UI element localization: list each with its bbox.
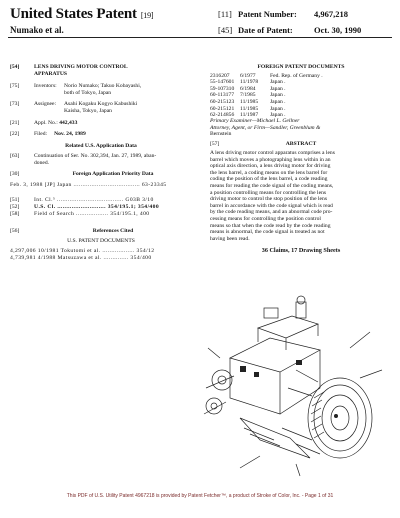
primary-examiner: Primary Examiner—Michael L. Gellner: [210, 118, 300, 124]
foreign-doc-row: 60-215123 11/1985 Japan .: [210, 98, 286, 105]
us-doc-row: 4,297,006 10/1981 Tokutomi et al. .................. 354/12: [10, 248, 155, 254]
patent-number: 4,967,218: [314, 9, 348, 19]
patent-header-title: United States Patent [19]: [10, 6, 154, 22]
foreign-docs-heading: FOREIGN PATENT DOCUMENTS: [257, 64, 345, 70]
abstract-text: A lens driving motor control apparatus comprises a lens barrel which moves a photographing lens within in an optical axis direction, a lens driving motor for driving the lens barrel, a coding means on the lens barrel for coding the position of the lens barrel, a code reading means for reading the code signal of the coding means, a position controlling means for controlling the lens driving motor to control the stop position of the lens barrel in accordance with the code signal which is read by the code reading means, and an abnormal code pro- cessing means for controlling the position control means so that when the code read by the code reading means is abnormal, the code signal is treated as not having been read.: [210, 150, 335, 242]
foreign-docs-section: [210, 64, 392, 119]
foreign-docs-list: [210, 73, 392, 119]
foreign-doc-row: 55-147601 11/1978 Japan .: [210, 79, 286, 86]
abstract-heading: ABSTRACT: [285, 141, 317, 147]
examiner-section: [210, 118, 392, 138]
abstract-section: [210, 141, 392, 255]
foreign-doc-row: 62-214856 11/1987 Japan .: [210, 112, 286, 119]
priority-line: Feb. 3, 1988 [JP] Japan ..................................... 63-23345: [10, 182, 167, 188]
foreign-doc-row: 2316207 6/1977 Fed. Rep. of Germany .: [210, 72, 323, 79]
us-doc-row: 4,739,981 4/1988 Matsuzawa et al. .............. 354/400: [10, 255, 152, 261]
foreign-doc-row: 60-113177 7/1985 Japan .: [210, 92, 286, 99]
related-heading: Related U.S. Application Data: [65, 143, 137, 149]
patent-date-row: [45] Date of Patent: Oct. 30, 1990: [218, 25, 362, 35]
inventor-line: Numako et al.: [10, 25, 64, 35]
patent-date: Oct. 30, 1990: [314, 25, 362, 35]
abstract-heading-row: [57] ABSTRACT: [210, 141, 392, 148]
us-docs-heading: U.S. PATENT DOCUMENTS: [67, 238, 135, 244]
header-rule: [8, 37, 392, 38]
foreign-doc-row: 60-215121 11/1985 Japan .: [210, 105, 286, 112]
claims-line: 36 Claims, 17 Drawing Sheets: [261, 247, 341, 255]
pdf-footer: This PDF of U.S. Utility Patent 4967218 is provided by Patent Fetcher™, a product of Stroke of Color, Inc. - Page 1 of 31: [66, 493, 334, 499]
foreign-doc-row: 59-107310 6/1984 Japan .: [210, 85, 286, 92]
attorney-line: Bernstein: [210, 131, 232, 138]
patent-number-row: [11] Patent Number: 4,967,218: [218, 9, 348, 19]
title-code: [19]: [140, 11, 154, 20]
attorney-line: Attorney, Agent, or Firm—Sandler, Greenblum &: [210, 124, 321, 131]
patent-drawing-figure: [200, 288, 390, 478]
